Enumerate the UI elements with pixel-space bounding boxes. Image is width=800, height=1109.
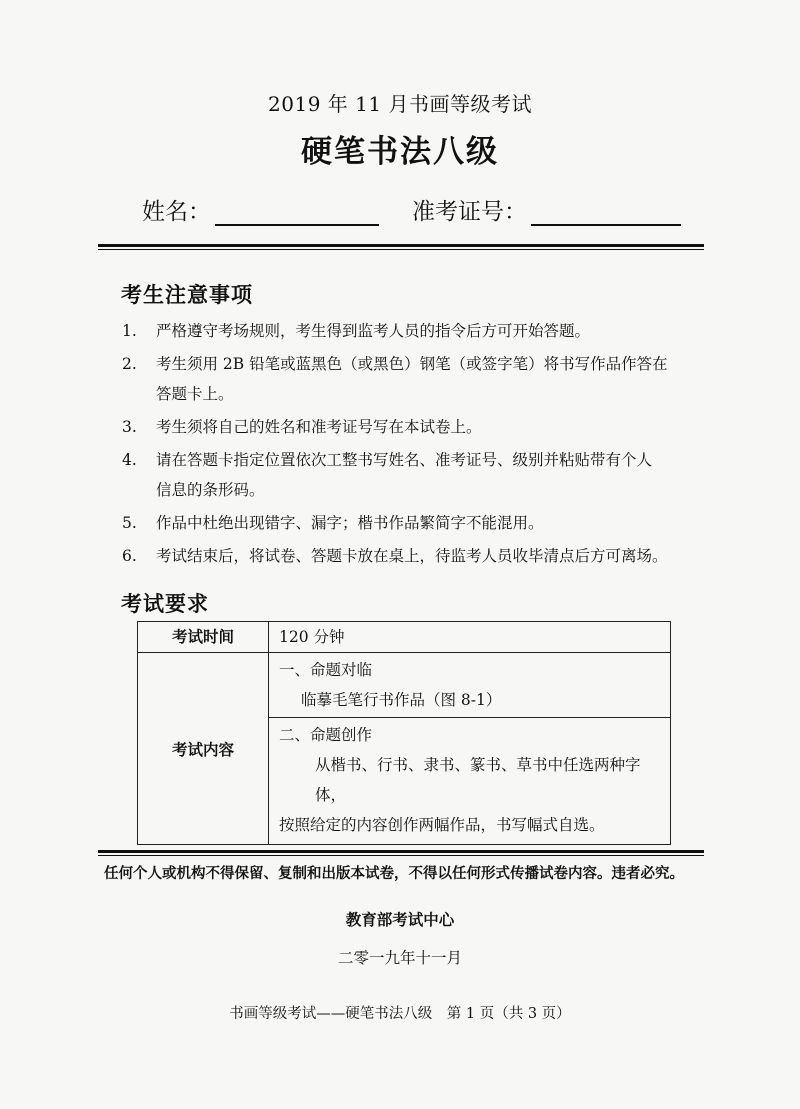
note-text: 严格遵守考场规则，考生得到监考人员的指令后方可开始答题。 [156, 322, 591, 340]
requirements-table [137, 621, 671, 845]
requirements-heading: 考试要求 [121, 591, 209, 616]
content-cell [269, 653, 671, 845]
id-label: 准考证号： [412, 199, 527, 225]
note-item [122, 316, 702, 346]
note-text: 考生须将自己的姓名和准考证号写在本试卷上。 [156, 418, 482, 436]
exam-title: 2019 年 11 月书画等级考试 [268, 92, 532, 116]
note-text-continued: 信息的条形码。 [156, 481, 265, 499]
part-1 [269, 653, 670, 718]
page-footer: 书画等级考试——硬笔书法八级 第 1 页（共 3 页） [229, 1006, 571, 1022]
note-text: 作品中杜绝出现错字、漏字；楷书作品繁简字不能混用。 [156, 514, 544, 532]
time-value: 120 分钟 [269, 622, 671, 653]
note-item [122, 508, 702, 538]
divider-bottom [98, 850, 704, 856]
part-2-title: 二、命题创作 [279, 726, 373, 744]
copyright-notice: 任何个人或机构不得保留、复制和出版本试卷，不得以任何形式传播试卷内容。违者必究。 [104, 865, 684, 882]
note-number: 5. [122, 514, 137, 532]
name-label: 姓名： [142, 199, 211, 225]
issuer: 教育部考试中心 [345, 910, 455, 929]
part-2-line-1: 从楷书、行书、隶书、篆书、草书中任选两种字体， [315, 756, 641, 804]
time-label: 考试时间 [138, 622, 269, 653]
note-number: 2. [122, 355, 137, 373]
note-text-continued: 答题卡上。 [156, 385, 234, 403]
notes-heading: 考生注意事项 [121, 282, 253, 307]
note-item [122, 541, 702, 571]
divider-top [98, 244, 704, 250]
notes-list [122, 316, 702, 574]
note-text: 考生须用 2B 铅笔或蓝黑色（或黑色）钢笔（或签字笔）将书写作品作答在 [156, 355, 668, 373]
note-item [122, 412, 702, 442]
id-field [412, 193, 681, 226]
subject-title: 硬笔书法八级 [301, 134, 499, 170]
issue-date: 二零一九年十一月 [337, 949, 462, 967]
note-number: 6. [122, 547, 137, 565]
part-2-line-2: 按照给定的内容创作两幅作品，书写幅式自选。 [279, 816, 605, 834]
id-blank [531, 200, 681, 226]
note-number: 3. [122, 418, 137, 436]
note-text: 考试结束后，将试卷、答题卡放在桌上，待监考人员收毕清点后方可离场。 [156, 547, 668, 565]
part-1-detail: 临摹毛笔行书作品（图 8-1） [301, 691, 502, 709]
table-row [138, 622, 671, 653]
note-item [122, 445, 702, 505]
note-item [122, 349, 702, 409]
name-field [142, 193, 379, 226]
note-number: 1. [122, 322, 137, 340]
part-2 [269, 718, 670, 844]
note-number: 4. [122, 451, 137, 469]
note-text: 请在答题卡指定位置依次工整书写姓名、准考证号、级别并粘贴带有个人 [156, 451, 653, 469]
name-blank [215, 200, 379, 226]
part-1-title: 一、命题对临 [279, 661, 373, 679]
table-row [138, 653, 671, 845]
content-label: 考试内容 [138, 653, 269, 845]
